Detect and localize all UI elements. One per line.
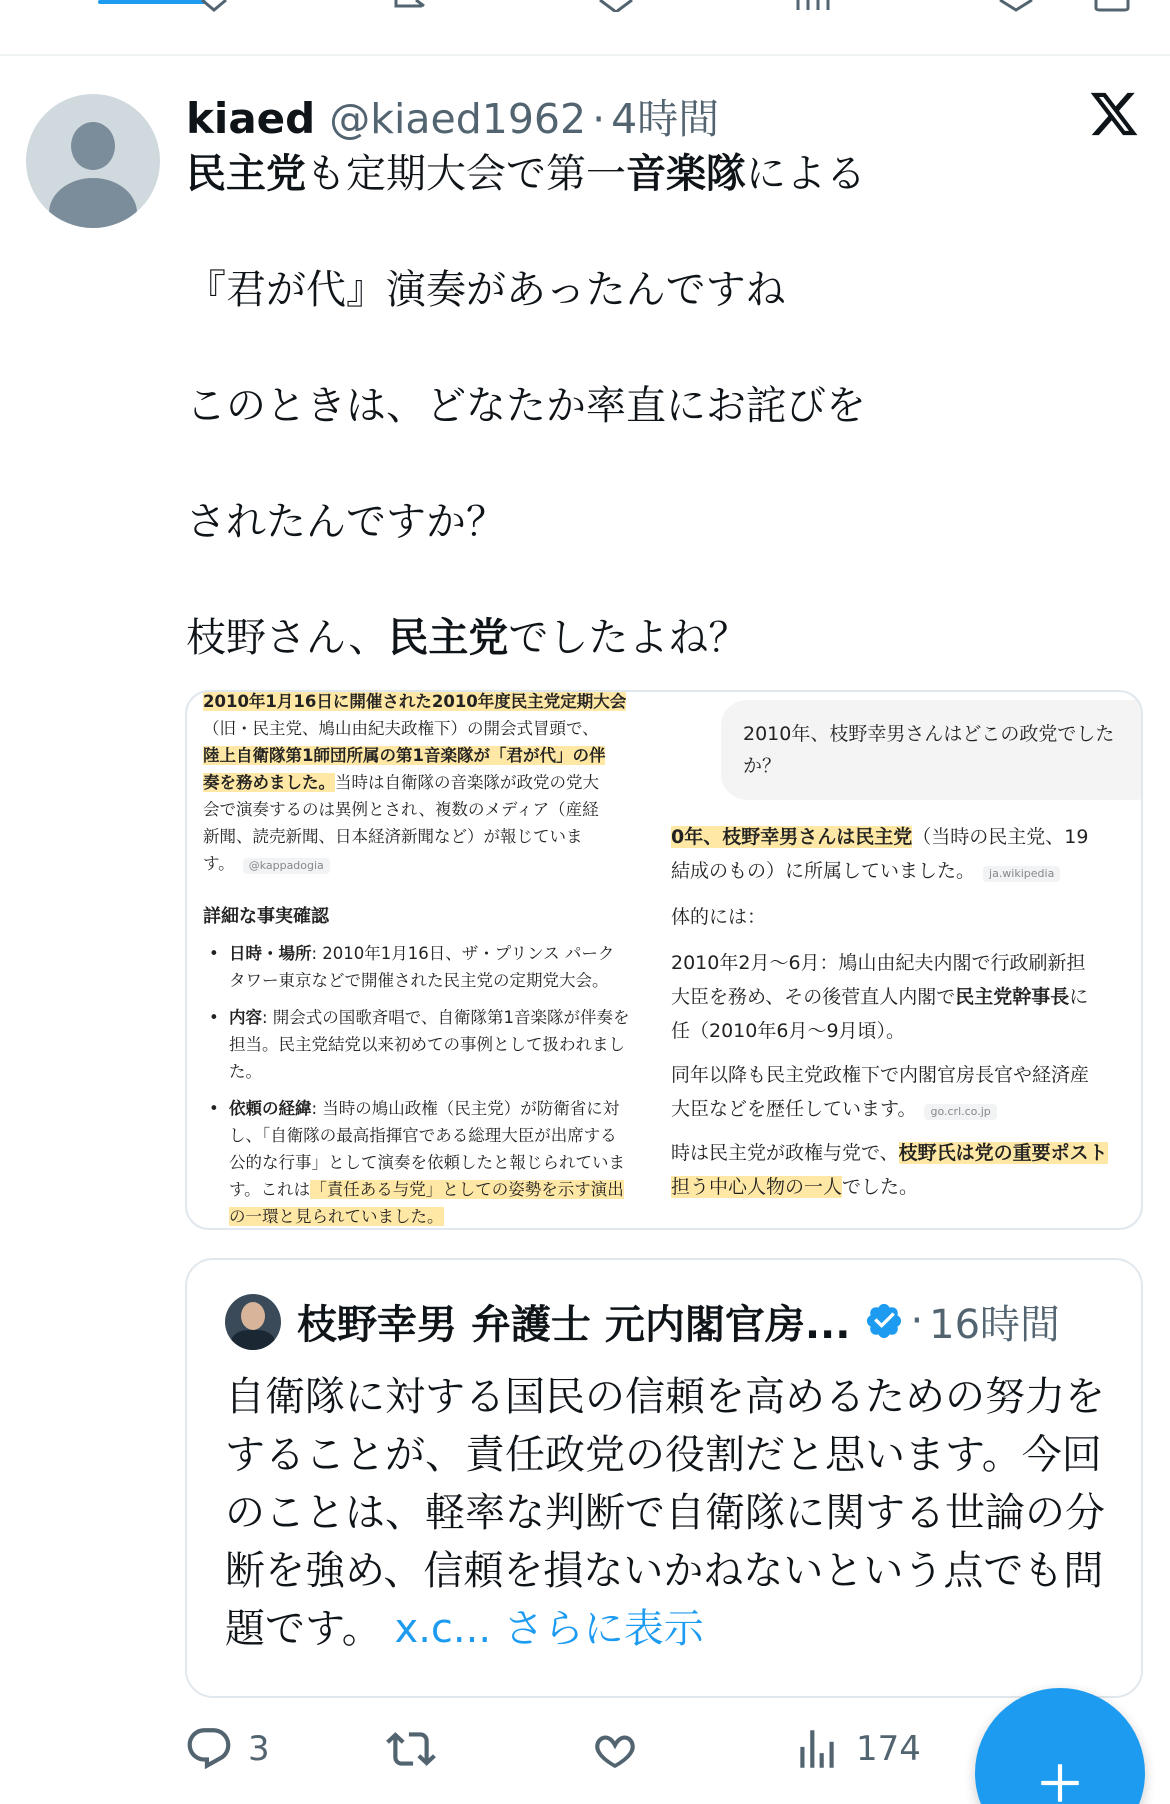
- post-line: [186, 262, 1126, 319]
- media-text: 任（2010年6月〜9月頃）。: [671, 1020, 906, 1042]
- quoted-post-text: [225, 1368, 1105, 1658]
- media-text: 2010年1月16日に開催された2010年度民主党定期大会: [203, 692, 627, 711]
- display-name[interactable]: kiaed: [186, 94, 316, 143]
- previous-post-action-bar: [0, 0, 1170, 56]
- source-tag: ja.wikipedia: [983, 866, 1060, 882]
- media-text: 会で演奏するのは異例とされ、複数のメディア（産経: [203, 800, 599, 819]
- post-line: [186, 494, 1126, 551]
- media-text: 大臣を務め、その後菅直人内閣で民主党幹事長に: [671, 986, 1089, 1008]
- post-line-segment: 『君が代』演奏があったんですね: [186, 267, 786, 313]
- media-text: 0年、枝野幸男さんは民主党（当時の民主党、19: [671, 826, 1089, 848]
- post-line: [186, 146, 1126, 203]
- post-line-segment: 民主党: [186, 151, 306, 197]
- post-line-segment: も定期大会で第一: [306, 151, 626, 197]
- reply-icon: [184, 1724, 234, 1774]
- post-text: [186, 146, 1126, 726]
- media-text: 奏を務めました。: [203, 773, 335, 792]
- post-line-segment: このときは、どなたか率直にお詫びを: [186, 383, 866, 429]
- views-count: 174: [856, 1729, 921, 1769]
- media-text: 当時は自衛隊の音楽隊が政党の党大: [335, 773, 599, 792]
- reply-button[interactable]: [184, 1714, 270, 1784]
- views-button[interactable]: [792, 1714, 921, 1784]
- reply-count: 3: [248, 1729, 270, 1769]
- views-icon: [792, 1724, 842, 1774]
- post-line-segment: でしたよね？: [508, 615, 749, 661]
- media-heading: 詳細な事実確認: [203, 906, 329, 927]
- media-text: （旧・民主党、鳩山由紀夫政権下）の開会式冒頭で、: [203, 719, 599, 738]
- separator: ·: [592, 95, 606, 143]
- views-icon[interactable]: [792, 0, 832, 12]
- reply-icon[interactable]: [200, 0, 230, 12]
- post-line-segment: 民主党: [388, 615, 509, 661]
- attached-image[interactable]: [185, 690, 1143, 1230]
- media-bullet-list: [203, 940, 633, 1230]
- like-icon[interactable]: [596, 0, 636, 12]
- media-text: 陸上自衛隊第1師団所属の第1音楽隊が「君が代」の伴: [203, 746, 606, 765]
- avatar-head: [71, 122, 115, 170]
- media-left-panel: [203, 690, 633, 1230]
- list-item: • 内容: 開会式の国歌斉唱で、自衛隊第1音楽隊が伴奏を担当。民主党結党以来初めての事例として扱われました。: [203, 1004, 633, 1085]
- quoted-user-avatar[interactable]: [225, 1294, 281, 1350]
- bookmark-icon[interactable]: [996, 0, 1036, 12]
- avatar-face: [241, 1302, 265, 1330]
- media-text: 結成のもの）に所属していました。 ja.wikipedia: [671, 854, 1143, 888]
- source-tag: @kappadogia: [243, 858, 330, 874]
- share-icon[interactable]: [1092, 0, 1132, 12]
- compose-button[interactable]: [975, 1688, 1145, 1804]
- post-line-segment: 音楽隊: [626, 151, 746, 197]
- media-text: 新聞、読売新聞、日本経済新聞など）が報じていま: [203, 827, 583, 846]
- post-line-segment: による: [746, 151, 866, 197]
- media-text: 時は民主党が政権与党で、枝野氏は党の重要ポスト: [671, 1142, 1108, 1164]
- list-item: • 依頼の経緯: 当時の鳩山政権（民主党）が防衛省に対し、「自衛隊の最高指揮官である総理大臣が出席する公的な行事」として演奏を依頼したと報じられています。これは「責任ある与党」としての姿勢を示す演出の一環と見られていました。: [203, 1095, 633, 1230]
- post-line-segment: 枝野さん、: [186, 615, 389, 661]
- media-right-panel: [671, 692, 1143, 1230]
- list-item: • 日時・場所: 2010年1月16日、ザ・プリンス パーク タワー東京などで開催された民主党の定期党大会。: [203, 940, 633, 994]
- quoted-body: 自衛隊に対する国民の信頼を高めるための努力をすることが、責任政党の役割だと思います。今回のことは、軽率な判断で自衛隊に関する世論の分断を強め、信頼を損ないかねないという点でも問題です。: [225, 1374, 1105, 1652]
- show-more-link[interactable]: x.c... さらに表示: [381, 1606, 704, 1652]
- quoted-post-time[interactable]: 16時間: [929, 1301, 1061, 1348]
- media-text: す。: [203, 854, 235, 873]
- user-avatar[interactable]: [26, 94, 160, 228]
- question-bubble: 2010年、枝野幸男さんはどこの政党でしたか？: [721, 700, 1143, 800]
- progress-indicator: [98, 0, 206, 4]
- quoted-post[interactable]: [185, 1258, 1143, 1698]
- like-button[interactable]: [590, 1714, 640, 1784]
- heart-icon: [590, 1724, 640, 1774]
- media-text: 担う中心人物の一人でした。: [671, 1176, 919, 1198]
- avatar-suit: [231, 1330, 275, 1350]
- avatar-body: [49, 178, 137, 228]
- repost-icon: [386, 1724, 436, 1774]
- post-line-segment: されたんですか？: [186, 499, 506, 545]
- post-line: [186, 610, 1126, 667]
- repost-icon[interactable]: [392, 0, 432, 12]
- quoted-display-name[interactable]: 枝野幸男 弁護士 元内閣官房...: [297, 1301, 851, 1348]
- media-text: 大臣などを歴任しています。 go.crl.co.jp: [671, 1092, 1143, 1126]
- media-text: 2010年2月〜6月：鳩山由紀夫内閣で行政刷新担: [671, 952, 1086, 974]
- verified-badge-icon: [864, 1301, 904, 1341]
- post-time[interactable]: 4時間: [611, 95, 720, 143]
- x-logo-icon: [1088, 88, 1140, 140]
- source-tag: go.crl.co.jp: [924, 1104, 996, 1120]
- plus-icon: [1035, 1758, 1085, 1804]
- separator: ·: [910, 1298, 924, 1344]
- media-text: 体的には：: [671, 906, 767, 928]
- user-handle[interactable]: @kiaed1962: [329, 95, 587, 143]
- post-header: [186, 86, 719, 144]
- post-line: [186, 378, 1126, 435]
- quoted-post-header: [297, 1290, 1060, 1352]
- media-text: 同年以降も民主党政権下で内閣官房長官や経済産: [671, 1064, 1090, 1086]
- repost-button[interactable]: [386, 1714, 436, 1784]
